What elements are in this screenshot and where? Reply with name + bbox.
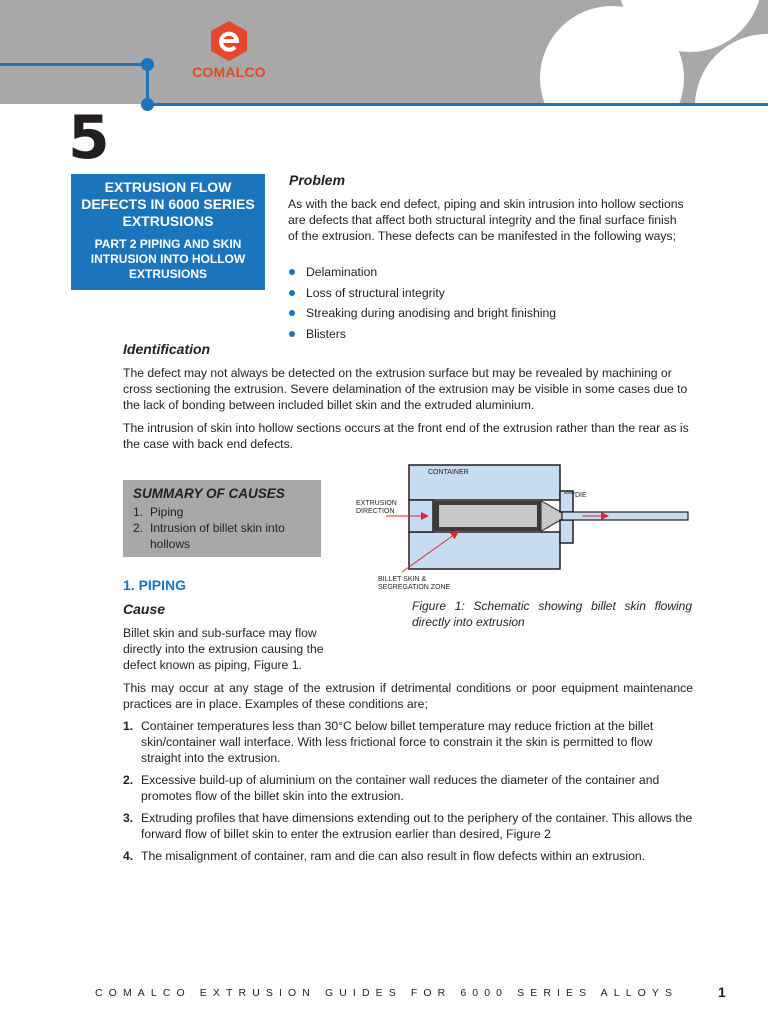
problem-heading: Problem bbox=[289, 172, 346, 188]
die-top bbox=[560, 491, 573, 512]
title-box bbox=[71, 174, 265, 290]
identification-heading: Identification bbox=[123, 341, 211, 357]
extrusion-schematic-figure bbox=[350, 460, 695, 595]
list-item: 1. Piping bbox=[133, 505, 184, 519]
extrusion-profile bbox=[562, 512, 688, 520]
list-item: Streaking during anodising and bright finishing bbox=[288, 305, 556, 326]
header-dot bbox=[141, 58, 154, 71]
problem-bullets bbox=[288, 264, 556, 346]
title-subtitle: PART 2 PIPING AND SKIN INTRUSION INTO HOLLOW EXTRUSIONS bbox=[90, 237, 246, 281]
header-rule bbox=[0, 63, 148, 66]
comalco-logo bbox=[183, 20, 275, 80]
piping-intro: This may occur at any stage of the extrusion if detrimental conditions or poor equipment maintenance practices are in place. Examples of these conditions are; bbox=[123, 681, 693, 711]
comalco-logo-icon bbox=[209, 20, 249, 62]
footer-text: COMALCO EXTRUSION GUIDES FOR 6000 SERIES ALLOYS bbox=[95, 987, 679, 999]
summary-list bbox=[133, 504, 300, 552]
direction-label: DIRECTION bbox=[356, 508, 395, 515]
flow-zone bbox=[541, 501, 562, 531]
list-item: 2. Intrusion of billet skin into hollows bbox=[133, 521, 285, 551]
billet-skin-label: SEGREGATION ZONE bbox=[378, 584, 451, 591]
identification-para-1: The defect may not always be detected on the extrusion surface but may be revealed by machining or cross sectioning the extrusion. Severe delamination of the extrusion may be visible in some cases due to the lack of bonding between included billet skin and the extruded aluminium. bbox=[123, 366, 688, 412]
die-bottom bbox=[560, 520, 573, 543]
direction-label: EXTRUSION bbox=[356, 500, 397, 507]
list-item: Loss of structural integrity bbox=[288, 285, 556, 306]
cause-heading: Cause bbox=[123, 601, 166, 617]
header-dot bbox=[141, 98, 154, 111]
figure-caption: Figure 1: Schematic showing billet skin flowing directly into extrusion bbox=[412, 599, 692, 629]
list-item: 2. Excessive build-up of aluminium on the container wall reduces the diameter of the container and promotes flow of the billet skin into the extrusion. bbox=[123, 773, 660, 803]
title-main: EXTRUSION FLOW DEFECTS IN 6000 SERIES EXTRUSIONS bbox=[81, 179, 255, 229]
chapter-number: 5 bbox=[68, 103, 110, 173]
header-band bbox=[0, 0, 768, 104]
summary-of-causes-box bbox=[123, 480, 321, 557]
container-label: CONTAINER bbox=[428, 469, 469, 476]
conditions-list bbox=[123, 718, 693, 870]
list-item: Blisters bbox=[288, 326, 556, 347]
identification-para-2: The intrusion of skin into hollow sections occurs at the front end of the extrusion rather than the rear as is the case with back end defects. bbox=[123, 421, 689, 451]
billet-core bbox=[439, 505, 537, 527]
cause-text: Billet skin and sub-surface may flow directly into the extrusion causing the defect known as piping, Figure 1. bbox=[123, 626, 324, 672]
summary-title: SUMMARY OF CAUSES bbox=[133, 486, 285, 501]
problem-body: As with the back end defect, piping and skin intrusion into hollow sections are defects that affect both structural integrity and the final surface finish of the extrusion. These defects can be manifested in the following ways; bbox=[288, 197, 684, 243]
die-label: DIE bbox=[575, 492, 587, 499]
logo-wordmark: COMALCO bbox=[192, 64, 266, 80]
piping-heading: 1. PIPING bbox=[123, 577, 187, 593]
list-item: 3. Extruding profiles that have dimensions extending out to the periphery of the container. This allows the forward flow of billet skin to enter the extrusion earlier than desired, Figure 2 bbox=[123, 811, 693, 841]
header-rule bbox=[146, 103, 768, 106]
list-item: 4. The misalignment of container, ram and die can also result in flow defects within an extrusion. bbox=[123, 849, 646, 863]
page-number: 1 bbox=[718, 984, 726, 1000]
list-item: Delamination bbox=[288, 264, 556, 285]
list-item: 1. Container temperatures less than 30°C below billet temperature may reduce friction at the billet skin/container wall interface. With less frictional force to constrain it the skin is permitted to flow straight into the extrusion. bbox=[123, 719, 654, 765]
billet-skin-label: BILLET SKIN & bbox=[378, 576, 427, 583]
